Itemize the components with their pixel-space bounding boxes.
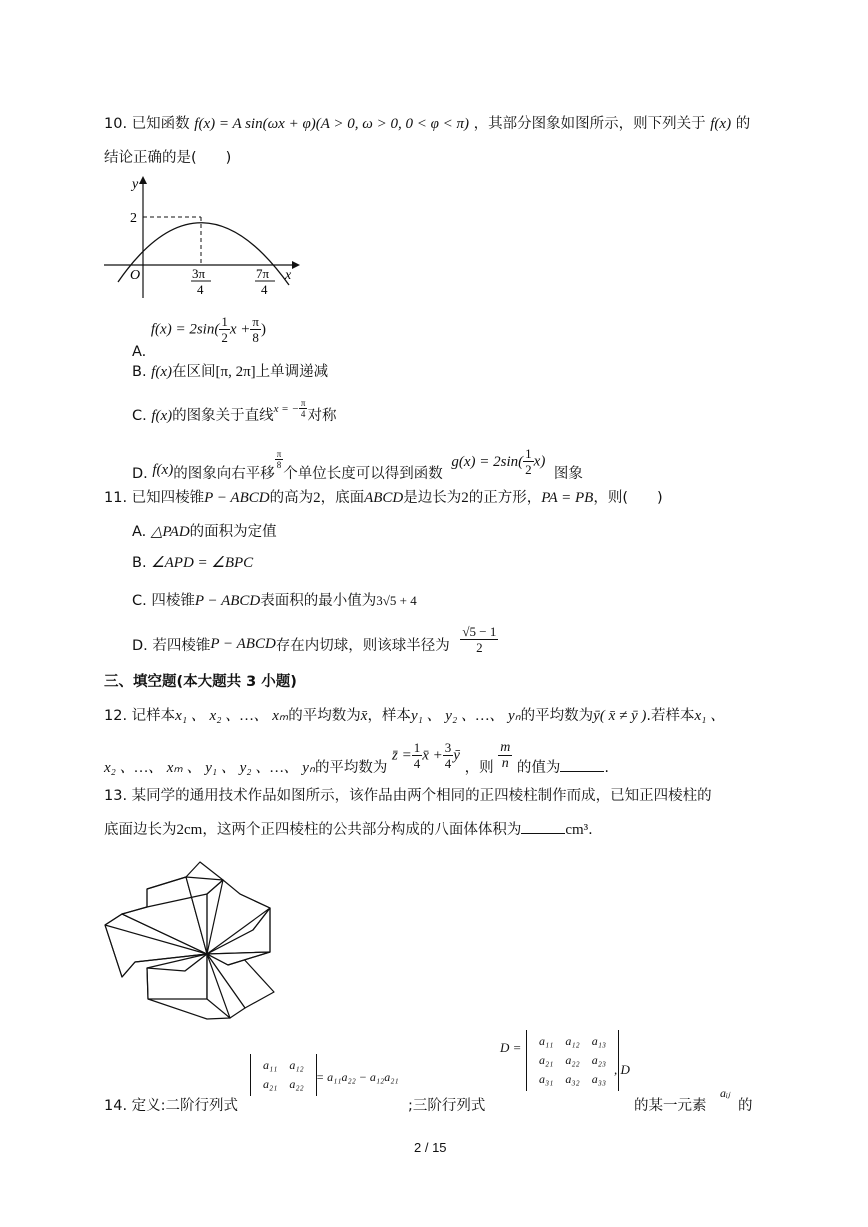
q10-stem-prefix: 10. 已知函数 [104,116,190,132]
q10-c-frac-den: 4 [300,408,306,419]
q11-d-text2: 存在内切球，则该球半径为 [275,637,450,654]
q10-a-expr-post: ) [260,321,266,338]
page-number: 2 / 15 [414,1140,447,1155]
q13-unit: cm³ [565,822,589,838]
q12-z-frac2-den: 4 [444,756,452,771]
q11-a-text: 的面积为定值 [189,524,277,540]
q10-function: f(x) = A sin(ωx + φ)(A > 0, ω > 0, 0 < φ < π) [194,116,470,132]
q14-det3-post: , D [614,1062,630,1077]
q12-xs: x₁ 、 x₂ 、…、 xₘ [175,708,289,724]
x-tick1-den: 4 [197,282,204,297]
option-label: B. [132,364,147,380]
q14-D: D = [500,1040,522,1055]
det3-cell: a₁₁ [539,1034,554,1048]
q10-a-expr-mid: x + [229,321,251,338]
option-label: C. [132,593,147,609]
q10-c-line: x = − [273,403,299,415]
det3-cell: a₃₂ [565,1072,580,1086]
q10-d-text1: 的图象向右平移 [173,465,275,482]
q13-text2: ，这两个正四棱柱的公共部分构成的八面体体积为 [202,822,522,838]
q11-text3: ，底面 [320,490,365,506]
det3-cell: a₂₁ [539,1053,554,1067]
q12-ybar: ȳ [593,708,600,724]
q10-b-fx: f(x) [151,364,172,380]
q12-text5: .若样本 [646,708,695,724]
x-axis-arrow-icon [292,261,300,269]
q10-d-g-frac-num: 1 [525,446,532,461]
q11-text6: ，则( ) [593,490,663,506]
y-axis-arrow-icon [139,176,147,184]
q10-a-expr-pre: f(x) = 2sin( [150,321,220,338]
q10-stem-line1 [104,112,750,133]
q12-text7: ，则 [464,759,494,776]
q12-ys: y₁ 、 y₂ 、…、 yₙ [410,708,521,724]
y-tick-label: 2 [130,211,137,226]
q13-end: . [588,822,593,838]
q10-c-text1: 的图象关于直线 [172,408,274,424]
q10-c-fx: f(x) [151,408,173,424]
q11-d-frac-den: 2 [476,640,483,655]
q11-c-pyramid: P − ABCD [194,593,261,609]
section-title: 三、填空题(本大题共 3 小题) [104,674,297,690]
q10-d-frac-num: π [276,449,282,459]
q14-text4: 的 [738,1098,753,1114]
det2-cell: a₂₁ [263,1077,278,1091]
q11-text2: 的高为 [269,490,314,506]
q10-b-text2: 上单调递减 [255,364,329,380]
q11-d-text1: 若四棱锥 [152,637,211,654]
q12-m: m [500,740,511,755]
option-label: B. [132,555,147,571]
q12-x1: x₁ 、 [694,708,726,724]
det2-cell: a₁₂ [289,1058,304,1072]
q11-option-b [132,553,253,572]
det2-cell: a₁₁ [263,1058,278,1072]
q10-option-a [132,314,266,360]
option-label: D. [132,465,148,482]
q11-d-frac-num: √5 − 1 [462,624,497,639]
q11-b-expr: ∠APD = ∠BPC [151,555,254,571]
q10-stem-line2: 结论正确的是( ) [104,150,232,166]
q10-option-d [132,446,583,482]
q12-condition: ( x̄ ≠ ȳ ) [599,708,647,724]
det3-cell: a₃₁ [539,1072,554,1086]
q13-figure [100,848,280,1020]
q12-z-post: ȳ [453,747,460,764]
q12-xbar: x̄ [360,708,368,724]
q11-c-text1: 四棱锥 [151,593,195,609]
q14-det3 [526,1030,619,1091]
y-label: y [132,177,139,192]
q10-d-text3: 图象 [553,465,583,482]
q10-d-g-frac-den: 2 [525,462,532,477]
q10-option-c [132,397,337,427]
q14-text2: ;三阶行列式 [408,1098,486,1114]
q12-z-frac2-num: 3 [444,740,452,755]
q13-length: 2cm [176,822,203,838]
q12-n: n [498,755,512,771]
q10-d-g-post: x) [533,453,546,470]
q11-c-value: 3√5 + 4 [376,593,417,608]
q11-c-text2: 表面积的最小值为 [260,593,377,609]
origin-label: O [130,268,141,283]
det3-cell: a₁₃ [591,1034,607,1048]
q12-z-frac1-den: 4 [413,756,421,771]
q10-fx: f(x) [710,116,732,132]
q10-b-interval: [π, 2π] [215,364,256,380]
q12-z-frac1-num: 1 [413,740,421,755]
q11-text1: 11. 已知四棱锥 [104,490,205,506]
q11-side: 2 [461,490,469,506]
q10-option-b [132,360,328,381]
q12-text4: 的平均数为 [520,708,594,724]
det3-cell: a₃₃ [591,1072,607,1086]
det3-cell: a₁₂ [565,1034,580,1048]
q12-line2 [104,740,610,776]
q11-base: ABCD [364,490,404,506]
q10-graph [100,172,300,302]
q11-d-pyramid: P − ABCD [210,635,276,652]
q10-a-frac2-num: π [252,314,259,329]
q11-text5: 的正方形， [468,490,542,506]
q10-c-text2: 对称 [307,408,337,424]
q13-line2 [104,818,593,839]
q12-z-pre: z̄ = [392,747,412,764]
x-tick1-num: 3π [192,266,206,281]
q12-text3: ，样本 [367,708,411,724]
q12-text8: 的值为 [516,759,561,776]
q10-c-frac-num: π [300,397,306,408]
q10-a-frac1-num: 1 [221,314,228,329]
q11-pyramid: P − ABCD [204,490,270,506]
q10-b-text1: 在区间 [172,364,216,380]
answer-blank[interactable] [521,821,565,834]
q12-line1 [104,704,725,725]
q14-aij: aᵢⱼ [720,1086,730,1100]
q14-text3: 的某一元素 [634,1098,707,1114]
q12-text6: 的平均数为 [314,759,388,776]
q10-d-g-pre: g(x) = 2sin( [451,453,524,470]
q14-det2-eq: = a₁₁a₂₂ − a₁₂a₂₁ [316,1070,399,1084]
q14-det2 [250,1054,317,1096]
q11-height: 2 [313,490,321,506]
q11-text4: 是边长为 [403,490,462,506]
q10-d-text2: 个单位长度可以得到函数 [283,465,443,482]
x-tick2-num: 7π [256,266,270,281]
q10-d-fx: f(x) [152,461,174,478]
q10-d-frac-den: 8 [276,460,282,470]
q12-end: . [604,759,610,776]
q11-option-c [132,589,417,610]
q11-option-d [132,624,498,655]
x-tick2-den: 4 [261,282,268,297]
q11-stem [104,486,663,507]
det3-cell: a₂₃ [591,1053,607,1067]
q10-stem-mid: ，其部分图象如图所示，则下列关于 [473,116,706,132]
q12-seq: x₂ 、…、 xₘ 、 y₁ 、 y₂ 、…、 yₙ [104,759,315,776]
q14-text1: 14. 定义:二阶行列式 [104,1098,239,1114]
q11-a-triangle: △PAD [150,524,190,540]
option-label: A. [132,524,147,540]
q12-text1: 12. 记样本 [104,708,176,724]
q10-a-frac2-den: 8 [252,330,259,345]
q12-text2: 的平均数为 [288,708,361,724]
option-label: D. [132,637,148,654]
q13-line1: 13. 某同学的通用技术作品如图所示，该作品由两个相同的正四棱柱制作而成，已知正四棱柱的 [104,788,712,804]
q10-a-frac1-den: 2 [221,330,228,345]
option-label: C. [132,408,147,424]
det3-cell: a₂₂ [565,1053,580,1067]
q10-stem-suffix: 的 [735,116,751,132]
answer-blank[interactable] [560,759,604,772]
q11-condition: PA = PB [541,490,594,506]
x-label: x [285,268,292,283]
option-label: A. [132,343,147,360]
q12-z-mid: x̄ + [422,747,443,764]
q11-option-a [132,520,277,541]
q13-text1: 底面边长为 [104,822,177,838]
det2-cell: a₂₂ [289,1077,304,1091]
